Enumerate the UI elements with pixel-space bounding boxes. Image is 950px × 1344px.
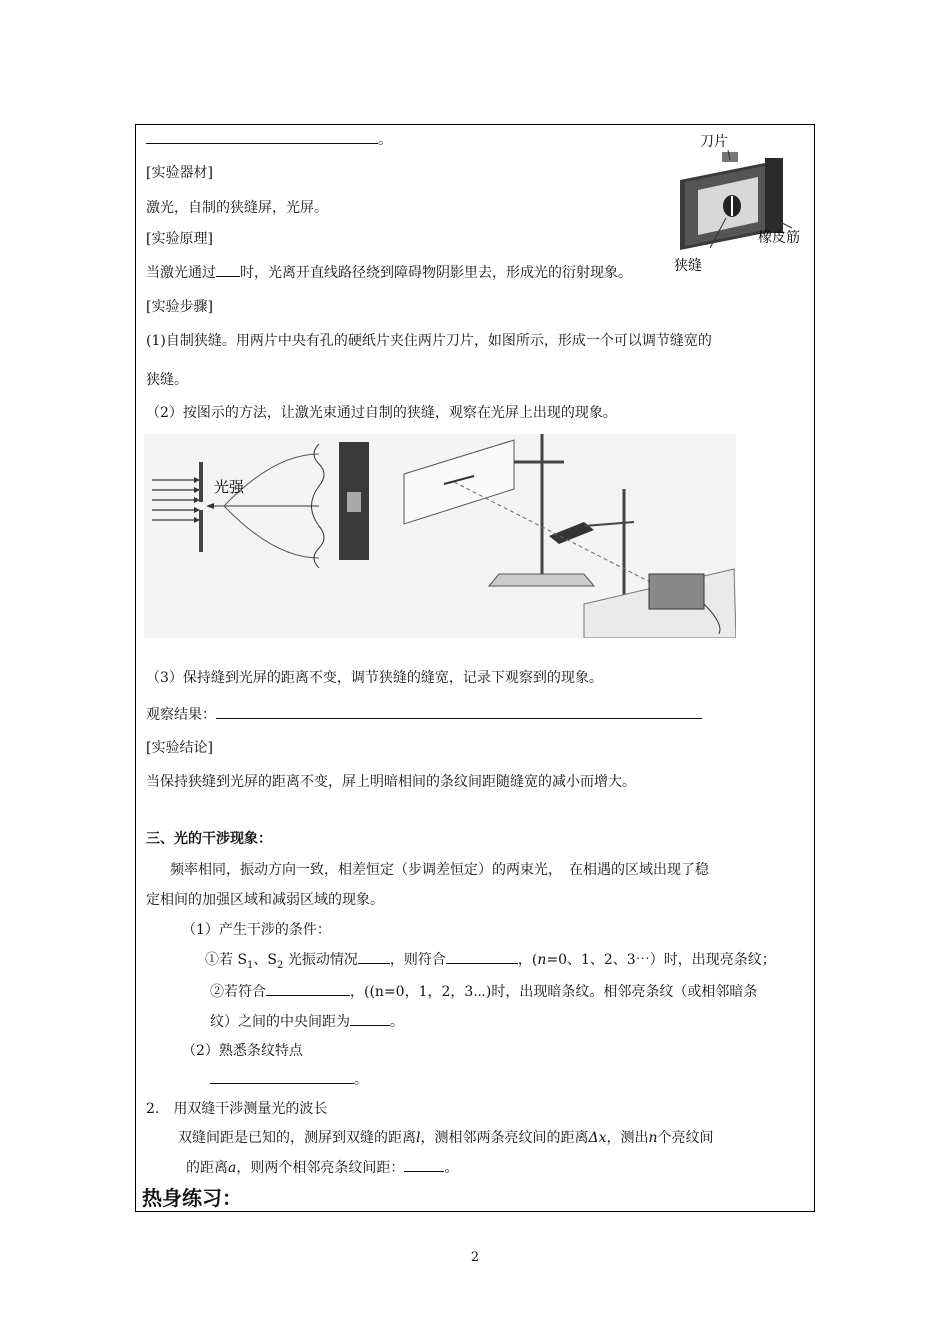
slit-barrier-top xyxy=(199,462,203,502)
blank[interactable] xyxy=(146,131,378,144)
observe-blank[interactable] xyxy=(216,706,702,719)
blade-top xyxy=(722,152,738,162)
principle-text: 当激光通过 时，光离开直线路径绕到障碍物阴影里去，形成光的衍射现象。 xyxy=(146,265,632,281)
slit-barrier-bottom xyxy=(199,510,203,552)
section3-title: 三、光的干涉现象： xyxy=(146,831,272,847)
fringe-heading: （2）熟悉条纹特点 xyxy=(182,1043,303,1059)
diffraction-setup-figure xyxy=(144,434,736,638)
equipment-heading: [实验器材] xyxy=(146,165,213,181)
conclusion-text: 当保持狭缝到光屏的距离不变，屏上明暗相间的条纹间距随缝宽的减小而增大。 xyxy=(146,774,636,790)
answer-line-top: 。 xyxy=(146,130,392,150)
step1-line2: 狭缝。 xyxy=(146,372,188,388)
condition1-line: ①若 $S_1$、$S_2$ 光振动情况 ，则符合 ，(n=0、1、2、3⋯）时，出现亮条纹； xyxy=(205,952,776,971)
equipment-text: 激光，自制的狭缝屏，光屏。 xyxy=(146,200,328,216)
principle-heading: [实验原理] xyxy=(146,231,213,247)
warmup-title: 热身练习： xyxy=(142,1186,242,1210)
blank[interactable] xyxy=(216,264,240,277)
steps-heading: [实验步骤] xyxy=(146,299,213,315)
stand-base xyxy=(489,574,594,586)
condition-heading: （1）产生干涉的条件： xyxy=(182,922,331,938)
step2-text: （2）按图示的方法，让激光束通过自制的狭缝，观察在光屏上出现的现象。 xyxy=(146,405,617,421)
slit-apparatus-figure xyxy=(660,130,820,275)
blank[interactable] xyxy=(446,951,518,964)
blank[interactable] xyxy=(266,983,350,996)
label-rubber: 橡皮筋 xyxy=(758,230,800,246)
conclusion-heading: [实验结论] xyxy=(146,740,213,756)
label-light-intensity: 光强 xyxy=(214,478,245,496)
measure-line2: 的距离a，则两个相邻亮条纹间距： 。 xyxy=(186,1160,459,1176)
label-blade: 刀片 xyxy=(700,134,728,150)
central-fringe xyxy=(347,492,361,512)
fringe-answer: 。 xyxy=(210,1070,368,1090)
label-slit: 狭缝 xyxy=(674,258,702,274)
condition2-line2: 纹）之间的中央间距为 。 xyxy=(210,1014,404,1030)
step3-text: （3）保持缝到光屏的距离不变，调节狭缝的缝宽，记录下观察到的现象。 xyxy=(146,670,603,686)
step1-line1: (1)自制狭缝。用两片中央有孔的硬纸片夹住两片刀片，如图所示，形成一个可以调节缝宽的 xyxy=(146,333,712,349)
laser-box xyxy=(649,574,704,609)
blank[interactable] xyxy=(210,1071,354,1084)
measure-heading: 2. 用双缝干涉测量光的波长 xyxy=(146,1101,328,1117)
interference-line1: 频率相同，振动方向一致，相差恒定（步调差恒定）的两束光， 在相遇的区域出现了稳 xyxy=(170,862,709,878)
blank[interactable] xyxy=(350,1013,390,1026)
page-number: 2 xyxy=(470,1250,480,1265)
observe-line: 观察结果： xyxy=(146,705,702,725)
blank[interactable] xyxy=(358,951,390,964)
condition2-line1: ②若符合 ，((n=0，1，2，3⋯)时，出现暗条纹。相邻亮条纹（或相邻暗条 xyxy=(210,984,758,1000)
measure-line1: 双缝间距是已知的，测屏到双缝的距离l，测相邻两条亮纹间的距离Δx，测出n个亮纹间 xyxy=(178,1130,714,1146)
interference-line2: 定相间的加强区域和减弱区域的现象。 xyxy=(146,892,384,908)
blank[interactable] xyxy=(404,1159,444,1172)
